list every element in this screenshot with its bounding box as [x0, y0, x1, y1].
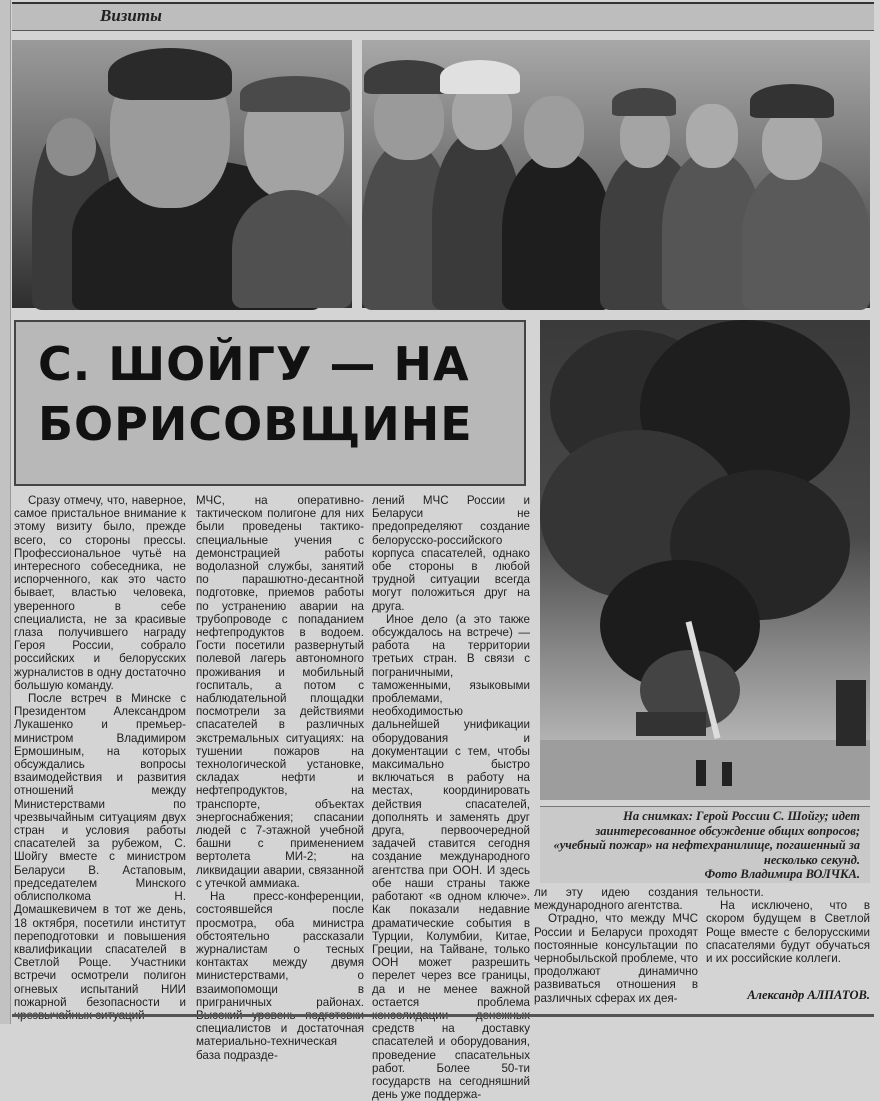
rubric-label: Визиты — [100, 6, 162, 25]
paragraph: МЧС, на оперативно-тактическом полигоне для них были проведены тактико-специальные учения с демонстрацией работы водолазной службы, занятий по парашютно-десантной подготовке, приемов работы по устранению аварии на трубопроводе с попаданием нефтепродуктов в водоем. Гости посетили развернутый полевой лагерь автономного проживания и мобильный госпиталь, а потом с наблюдательной площадки посмотрели за действиями спасателей в различных экстремальных ситуациях: на тушении пожаров на технологической установке, складах нефти и нефтепродуктов, на транспорте, объектах энергоснабжения; спасании людей с 7-этажной учебной башни с применением вертолета МИ-2; на ликвидации аварии, связанной с утечкой аммиака. — [196, 494, 364, 890]
photo-credit: Фото Владимира ВОЛЧКА. — [704, 867, 860, 881]
section-header — [12, 2, 874, 31]
article-column-1 — [14, 494, 186, 1009]
article-headline: С. ШОЙГУ — НА БОРИСОВЩИНЕ — [38, 337, 473, 451]
article-column-3 — [372, 494, 530, 1101]
photo-caption — [550, 809, 860, 882]
photo-officials-group — [362, 40, 870, 308]
article-column-2 — [196, 494, 364, 1062]
paragraph: Отрадно, что между МЧС России и Беларуси проходят постоянные консультации по чернобыльской проблеме, что продолжают динамично развиваться отношения в различных сферах их дея- — [534, 912, 698, 1005]
article-column-4 — [534, 886, 698, 1006]
article-author: Александр АЛПАТОВ. — [747, 988, 870, 1002]
paragraph: На исключено, что в скором будущем в Светлой Роще вместе с белорусскими спасателями будут обучаться и их российские коллеги. — [706, 899, 870, 966]
headline-box — [14, 320, 526, 486]
paragraph: ли эту идею создания международного агентства. — [534, 886, 698, 913]
paragraph: Иное дело (а это также обсуждалось на встрече) — работа на территории третьих стран. В связи с пограничными, таможенными, языковыми проблемами, необходимостью дальнейшей унификации оборудования и документации с тем, чтобы максимально быстро включаться в работу на местах, координировать действия спасателей, дополнять и заменять друг друга, первоочередной задачей ставится сегодня создание международного агентства при ООН. И здесь обе наши страны также работают «в одном ключе». Как показали недавние драматические события в Турции, Колумбии, Китае, Греции, на Тайване, только ООН может разрешить перелет через все границы, да и не менее важной остается проблема средств на доставку спасателей и оборудования, проведение спасательных работ. Более 50-ти государств на сегодняшний день уже поддержа- — [372, 612, 530, 1101]
paragraph: лений МЧС России и Беларуси не предопределяют создание белорусско-российского корпуса спасателей, однако обе стороны в любой трудной ситуации всегда могут положиться друг на друга. — [372, 494, 530, 613]
photo-caption-box — [540, 806, 870, 883]
paragraph: тельности. — [706, 886, 764, 899]
photo-shoigu-portrait — [12, 40, 352, 308]
page-edge — [0, 0, 11, 1024]
article-column-5 — [706, 886, 870, 986]
paragraph: На пресс-конференции, состоявшейся после просмотра, оба министра обстоятельно рассказали журналистам о тесных контактах между двумя министерствами, о взаимопомощи в приграничных районах. специалистов и достаточная материально-техническая база подразде- — [196, 890, 364, 1062]
photo-training-fire — [540, 320, 870, 800]
bottom-rule — [12, 1014, 874, 1017]
paragraph: Сразу отмечу, что, наверное, самое пристальное внимание к этому визиту было, прежде всего, со стороны прессы. Профессиональное чутьё на интересного собеседника, не испорченного, как это часто бывает, властью человека, уверенного в себе специалиста, не за красивые глаза получившего награду Героя России, собрало российских и белорусских журналистов в одну достаточно большую команду. — [14, 494, 186, 692]
paragraph: После встреч в Минске с Президентом Александром Лукашенко и премьер-министром Владимиром Ермошиным, на которых обсуждались вопросы взаимодействия и развития отношений между Министерствами по чрезвычайным ситуациям двух стран и условия работы спасателей за рубежом, С. Шойгу вместе с министром Беларуси В. Астаповым, председателем Минского облисполкома Н. Домашкевичем в тот же день, 18 октября, посетили институт переподготовки и повышения квалификации спасателей в Светлой Роще. Участники встречи осмотрели полигон огневых испытаний НИИ пожарной безопасности и — [14, 692, 186, 1009]
caption-text: На снимках: Герой России С. Шойгу; идет заинтересованное обсуждение общих вопросов; «учебный пожар» на нефтехранилище, погашенный за несколько секунд. — [553, 809, 860, 867]
